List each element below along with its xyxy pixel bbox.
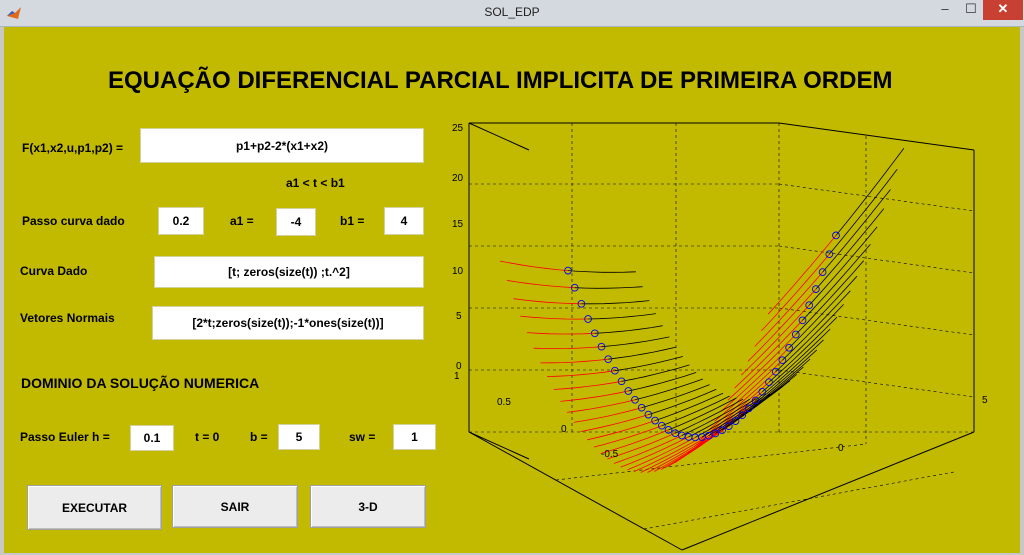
b-label: b =	[250, 430, 268, 444]
euler-step-input[interactable]: 0.1	[130, 425, 174, 451]
f-function-label: F(x1,x2,u,p1,p2) =	[22, 141, 124, 155]
range-label: a1 < t < b1	[286, 176, 345, 190]
x-tick-label: 5	[982, 395, 988, 406]
black-line	[622, 365, 690, 381]
y-tick-label: 0.5	[497, 397, 511, 408]
red-line	[641, 436, 709, 473]
black-line	[602, 337, 670, 347]
axes-grid	[469, 123, 974, 529]
red-line	[708, 372, 776, 431]
red-line	[567, 400, 635, 413]
red-line	[748, 289, 816, 361]
b1-input[interactable]: 4	[384, 207, 424, 235]
euler-step-label: Passo Euler h =	[20, 430, 110, 444]
red-line	[761, 254, 829, 331]
y-tick-label: 0	[561, 424, 567, 435]
b1-label: b1 =	[340, 214, 365, 228]
minimize-button[interactable]: –	[941, 1, 949, 16]
axes-frame	[469, 123, 974, 550]
sw-label: sw =	[349, 430, 376, 444]
t-initial-label: t = 0	[195, 430, 220, 444]
red-line	[527, 333, 595, 334]
red-line	[587, 421, 655, 440]
red-line	[507, 280, 575, 287]
f-function-input[interactable]: p1+p2-2*(x1+x2)	[140, 128, 424, 163]
window-title: SOL_EDP	[484, 5, 540, 19]
page-title: EQUAÇÃO DIFERENCIAL PARCIAL IMPLICITA DE PRIMEIRA ORDEM	[108, 67, 893, 94]
red-line	[500, 261, 568, 271]
black-line	[836, 148, 904, 235]
z-tick-label: 20	[452, 173, 464, 184]
black-line	[816, 209, 884, 290]
b-input[interactable]: 5	[278, 424, 320, 450]
red-line	[560, 391, 628, 401]
a1-input[interactable]: -4	[276, 208, 316, 236]
red-line	[540, 359, 608, 363]
view-3d-button[interactable]: 3-D	[310, 485, 426, 528]
red-line	[534, 347, 602, 349]
maximize-button[interactable]: ☐	[965, 1, 977, 16]
z-tick-label: 0	[456, 361, 462, 372]
black-line	[588, 314, 656, 319]
black-line	[595, 326, 663, 334]
step-curve-input[interactable]: 0.2	[158, 207, 204, 235]
red-characteristic-lines	[500, 235, 836, 472]
black-line	[608, 347, 676, 359]
domain-section-title: DOMINIO DA SOLUÇÃO NUMERICA	[21, 375, 260, 391]
z-tick-label: 10	[452, 266, 464, 277]
z-tick-label: 25	[452, 123, 464, 134]
red-line	[581, 415, 649, 432]
black-line	[568, 271, 636, 273]
y-tick-label: 1	[454, 371, 460, 382]
x-tick-label: 0	[838, 443, 844, 454]
black-line	[635, 379, 703, 400]
black-line	[615, 357, 683, 371]
curve-data-label: Curva Dado	[20, 264, 88, 278]
exit-button[interactable]: SAIR	[172, 485, 298, 528]
black-line	[655, 393, 723, 420]
red-line	[514, 299, 582, 304]
sw-input[interactable]: 1	[393, 424, 436, 450]
execute-button[interactable]: EXECUTAR	[27, 485, 162, 530]
normal-vectors-input[interactable]: [2*t;zeros(size(t));-1*ones(size(t))]	[152, 306, 424, 340]
solution-3d-plot[interactable]	[444, 119, 1004, 551]
black-line	[789, 276, 857, 348]
y-tick-label: -0.5	[601, 449, 619, 460]
a1-label: a1 =	[230, 214, 254, 228]
close-button[interactable]: ✕	[983, 0, 1023, 20]
curve-data-input[interactable]: [t; zeros(size(t)) ;t.^2]	[154, 256, 424, 288]
red-line	[547, 371, 615, 377]
red-line	[554, 381, 622, 389]
black-line	[829, 169, 897, 254]
black-characteristic-lines	[568, 148, 904, 437]
black-line	[581, 301, 649, 304]
red-line	[520, 316, 588, 319]
z-tick-label: 15	[452, 219, 464, 230]
z-tick-label: 5	[456, 311, 462, 322]
step-curve-label: Passo curva dado	[22, 214, 125, 228]
figure-panel	[4, 27, 1020, 553]
black-line	[575, 287, 643, 289]
black-line	[628, 372, 696, 391]
title-bar	[0, 0, 1024, 27]
normal-vectors-label: Vetores Normais	[20, 311, 115, 325]
